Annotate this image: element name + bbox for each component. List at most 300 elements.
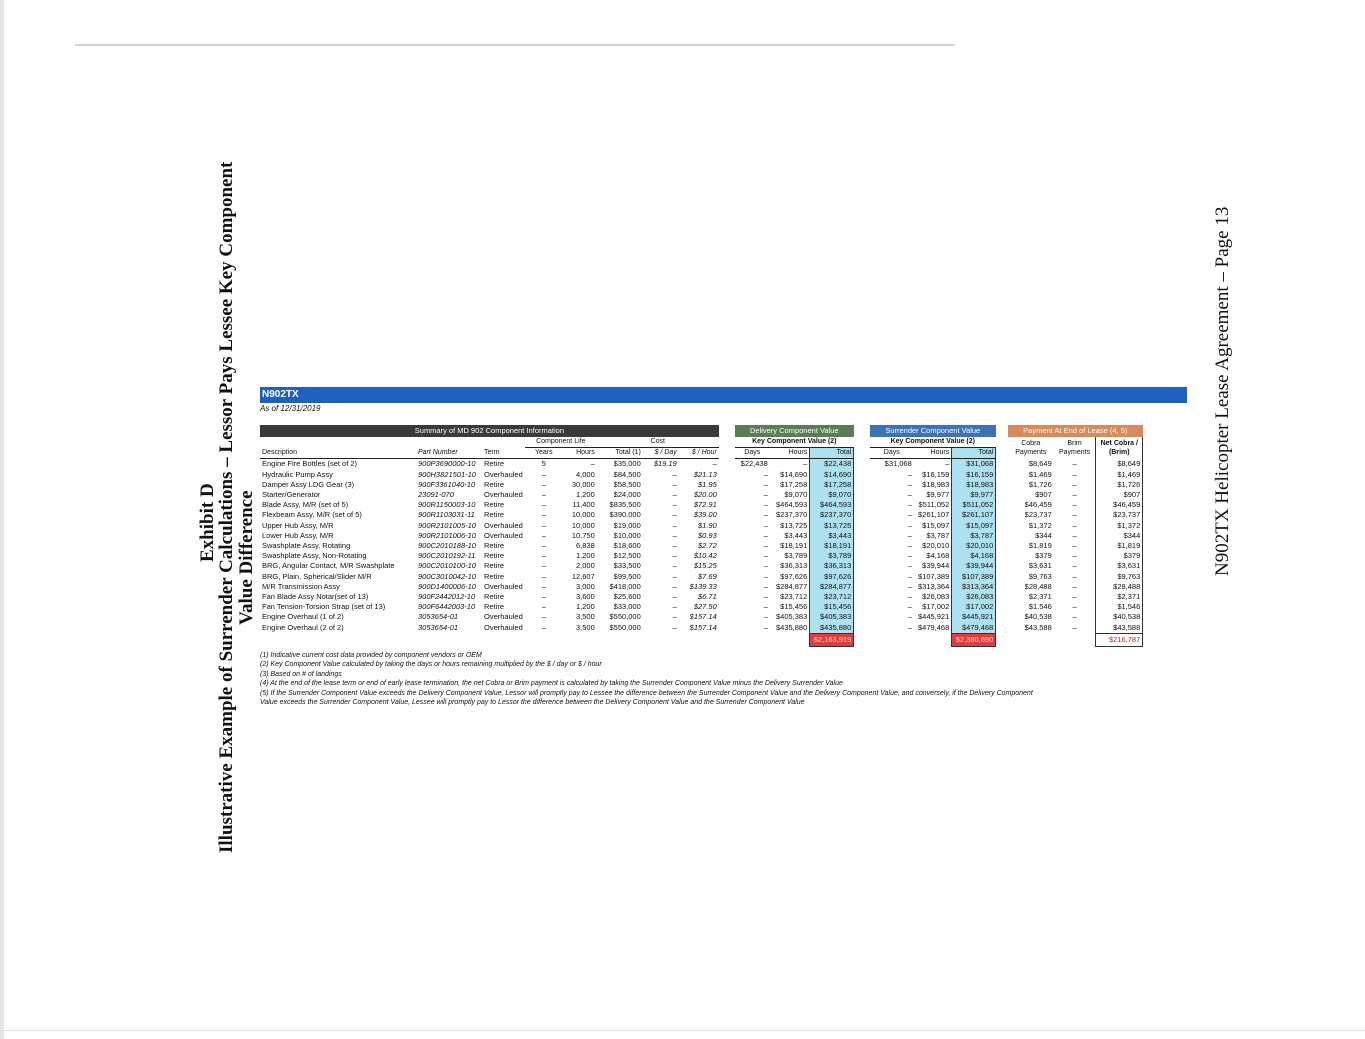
component-table xyxy=(260,425,1143,647)
row-delivery-total: $3,789 xyxy=(810,551,854,561)
row-cobra: $379 xyxy=(1035,551,1052,561)
row-delivery-hours: $284,877 xyxy=(775,581,808,591)
row-per-hour: $10.42 xyxy=(693,551,717,561)
row-delivery-hours: $97,626 xyxy=(780,571,808,581)
row-description: Upper Hub Assy, M/R xyxy=(262,520,334,530)
row-delivery-hours: $435,880 xyxy=(775,622,808,632)
row-hours: 10,750 xyxy=(571,530,595,540)
row-per-hour: $15.25 xyxy=(693,561,717,571)
row-brim: – xyxy=(1072,602,1077,612)
table-body xyxy=(260,459,1143,633)
row-delivery-total: $18,191 xyxy=(810,541,854,551)
row-net: $43,588 xyxy=(1096,623,1143,634)
row-total-cost: $10,000 xyxy=(613,530,641,540)
header-delivery-total: Total xyxy=(810,448,854,459)
row-delivery-total: $435,880 xyxy=(810,623,854,634)
row-total-cost: $99,500 xyxy=(613,571,641,581)
row-delivery-hours: $18,191 xyxy=(780,541,808,551)
row-per-day: – xyxy=(672,500,677,510)
row-term: Retire xyxy=(484,561,505,571)
table-row xyxy=(260,561,1143,571)
row-per-hour: $157.14 xyxy=(689,612,717,622)
row-surrender-total: $26,083 xyxy=(952,592,996,602)
row-net: $2,371 xyxy=(1096,592,1143,602)
row-per-hour: $6.71 xyxy=(698,592,717,602)
header-per-hour: $ / Hour xyxy=(679,448,719,459)
row-brim: – xyxy=(1072,520,1077,530)
row-cobra: $9,763 xyxy=(1028,571,1052,581)
row-hours: 1,200 xyxy=(576,551,595,561)
row-delivery-hours: $3,443 xyxy=(784,530,808,540)
row-net: $1,819 xyxy=(1096,541,1143,551)
spreadsheet xyxy=(260,384,1187,708)
header-years: Years xyxy=(525,448,563,459)
row-term: Overhauled xyxy=(484,490,523,500)
row-description: M/R Transmission Assy xyxy=(262,581,340,591)
row-description: Damper Assy LDG Gear (3) xyxy=(262,479,355,489)
row-hours: 3,500 xyxy=(576,622,595,632)
row-part-number: 900C2010188-10 xyxy=(418,541,476,551)
row-total-cost: $835,500 xyxy=(609,500,641,510)
row-surrender-days: – xyxy=(907,581,912,591)
row-surrender-hours: $261,107 xyxy=(917,510,950,520)
row-per-day: – xyxy=(672,479,677,489)
row-hours: 3,500 xyxy=(576,612,595,622)
row-delivery-days: – xyxy=(763,479,768,489)
row-years: – xyxy=(541,530,546,540)
header-term: Term xyxy=(482,448,525,459)
row-net: $1,469 xyxy=(1096,470,1143,480)
row-cobra: $1,819 xyxy=(1028,541,1052,551)
row-surrender-hours: $3,787 xyxy=(926,530,950,540)
row-surrender-total: $313,364 xyxy=(952,582,996,592)
row-cobra: $344 xyxy=(1035,530,1052,540)
row-per-day: – xyxy=(672,520,677,530)
delivery-sum: $2,163,919 xyxy=(810,633,854,646)
row-years: – xyxy=(541,592,546,602)
header-delivery-hours: Hours xyxy=(770,448,810,459)
row-delivery-days: – xyxy=(763,490,768,500)
row-surrender-days: – xyxy=(907,622,912,632)
row-years: – xyxy=(541,561,546,571)
row-part-number: 900F6442003-10 xyxy=(418,602,476,612)
row-surrender-hours: $4,168 xyxy=(926,551,950,561)
row-surrender-hours: $313,364 xyxy=(917,581,950,591)
row-surrender-total: $31,068 xyxy=(952,459,996,470)
footnote: (2) Key Component Value calculated by taking the days or hours remaining multiplied by the $ / day or $ / hour xyxy=(260,661,602,669)
row-per-hour: $0.93 xyxy=(698,530,717,540)
header-delivery-days: Days xyxy=(735,448,770,459)
row-total-cost: $33,500 xyxy=(613,561,641,571)
row-per-day: – xyxy=(672,510,677,520)
row-brim: – xyxy=(1072,581,1077,591)
row-term: Overhauled xyxy=(484,581,523,591)
row-surrender-total: $107,389 xyxy=(952,572,996,582)
row-total-cost: $25,600 xyxy=(613,592,641,602)
row-delivery-hours: $237,370 xyxy=(775,510,808,520)
row-surrender-days: – xyxy=(907,490,912,500)
row-surrender-hours: – xyxy=(945,459,950,469)
row-brim: – xyxy=(1072,541,1077,551)
row-years: – xyxy=(541,612,546,622)
row-delivery-hours: $14,690 xyxy=(780,469,808,479)
row-per-hour: $39.00 xyxy=(693,510,717,520)
row-surrender-hours: $26,083 xyxy=(922,592,950,602)
header-brim-payments: Brim Payments xyxy=(1058,439,1091,456)
row-cobra: $23,737 xyxy=(1024,510,1052,520)
row-surrender-hours: $445,921 xyxy=(917,612,950,622)
row-net: $40,538 xyxy=(1096,612,1143,622)
row-description: Blade Assy, M/R (set of 5) xyxy=(262,500,349,510)
row-per-day: – xyxy=(672,592,677,602)
header-cobra-payments: Cobra Payments xyxy=(1015,439,1047,456)
row-surrender-hours: $20,010 xyxy=(922,541,950,551)
row-term: Overhauled xyxy=(484,520,523,530)
row-brim: – xyxy=(1072,571,1077,581)
row-term: Overhauled xyxy=(484,469,523,479)
row-surrender-total: $16,159 xyxy=(952,470,996,480)
row-surrender-total: $511,052 xyxy=(952,500,996,510)
row-surrender-days: – xyxy=(907,520,912,530)
row-delivery-days: – xyxy=(763,602,768,612)
row-brim: – xyxy=(1072,561,1077,571)
row-description: Hydraulic Pump Assy xyxy=(262,469,333,479)
row-hours: 2,000 xyxy=(576,561,595,571)
row-total-cost: $84,500 xyxy=(613,469,641,479)
row-part-number: 900R1150003-10 xyxy=(418,500,476,510)
subheader-surrender-key: Key Component Value (2) xyxy=(870,437,996,448)
row-years: – xyxy=(541,551,546,561)
row-net: $9,763 xyxy=(1096,572,1143,582)
row-surrender-total: $479,468 xyxy=(952,623,996,634)
row-years: – xyxy=(541,479,546,489)
row-delivery-total: $17,258 xyxy=(810,480,854,490)
row-delivery-total: $36,313 xyxy=(810,561,854,571)
subheader-cost: Cost xyxy=(597,437,719,448)
row-part-number: 3053654-01 xyxy=(418,612,459,622)
row-hours: 10,000 xyxy=(571,510,595,520)
row-description: BRG, Plain, Spherical/Slider M/R xyxy=(262,571,372,581)
footnote: (1) Indicative current cost data provided by component vendors or OEM xyxy=(260,651,482,659)
row-description: Flexbeam Assy, M/R (set of 5) xyxy=(262,510,362,520)
row-surrender-days: $31,068 xyxy=(884,459,912,469)
row-surrender-total: $3,787 xyxy=(952,531,996,541)
band-payment: Payment At End of Lease (4, 5) xyxy=(1008,425,1143,437)
row-hours: 12,607 xyxy=(571,571,595,581)
row-delivery-total: $15,456 xyxy=(810,602,854,612)
header-total1: Total (1) xyxy=(597,448,643,459)
table-row xyxy=(260,623,1143,634)
row-hours: 30,000 xyxy=(571,479,595,489)
row-years: – xyxy=(541,622,546,632)
row-description: Fan Blade Assy Notar(set of 13) xyxy=(262,592,369,602)
row-net: $1,546 xyxy=(1096,602,1143,612)
row-delivery-total: $9,070 xyxy=(810,490,854,500)
row-per-hour: $21.13 xyxy=(693,469,717,479)
row-surrender-total: $445,921 xyxy=(952,612,996,622)
row-net: $1,372 xyxy=(1096,521,1143,531)
row-delivery-hours: $15,456 xyxy=(780,602,808,612)
row-delivery-total: $13,725 xyxy=(810,521,854,531)
row-delivery-hours: $9,070 xyxy=(784,490,808,500)
row-delivery-days: – xyxy=(763,592,768,602)
row-years: – xyxy=(541,500,546,510)
row-term: Overhauled xyxy=(484,622,523,632)
row-delivery-total: $23,712 xyxy=(810,592,854,602)
row-cobra: $2,371 xyxy=(1028,592,1052,602)
row-term: Retire xyxy=(484,510,505,520)
row-cobra: $28,488 xyxy=(1024,581,1052,591)
row-per-day: – xyxy=(672,530,677,540)
row-delivery-days: – xyxy=(763,571,768,581)
row-brim: – xyxy=(1072,551,1077,561)
row-description: Swashplate Assy, Rotating xyxy=(262,541,351,551)
row-hours: 10,000 xyxy=(571,520,595,530)
row-per-day: – xyxy=(672,490,677,500)
row-brim: – xyxy=(1072,459,1077,469)
aircraft-banner: N902TX xyxy=(260,387,1187,403)
row-surrender-total: $18,983 xyxy=(952,480,996,490)
row-part-number: 900R1103031-11 xyxy=(418,510,475,520)
row-hours: 6,838 xyxy=(576,541,595,551)
row-delivery-hours: $464,593 xyxy=(775,500,808,510)
row-per-hour: – xyxy=(712,459,717,469)
row-surrender-days: – xyxy=(907,541,912,551)
subheader-delivery-key: Key Component Value (2) xyxy=(735,437,854,448)
table-row xyxy=(260,592,1143,602)
row-surrender-hours: $15,097 xyxy=(922,520,950,530)
row-per-day: – xyxy=(672,571,677,581)
row-years: – xyxy=(541,571,546,581)
row-description: Fan Tension-Torsion Strap (set of 13) xyxy=(262,602,386,612)
row-surrender-hours: $479,468 xyxy=(917,622,950,632)
row-description: Swashplate Assy, Non-Rotating xyxy=(262,551,367,561)
row-surrender-hours: $17,002 xyxy=(922,602,950,612)
row-description: BRG, Angular Contact, M/R Swashplate xyxy=(262,561,395,571)
table-row xyxy=(260,490,1143,500)
row-years: – xyxy=(541,602,546,612)
row-delivery-hours: $13,725 xyxy=(780,520,808,530)
row-cobra: $8,649 xyxy=(1028,459,1052,469)
row-total-cost: $12,500 xyxy=(613,551,641,561)
row-per-day: – xyxy=(672,469,677,479)
row-per-day: – xyxy=(672,612,677,622)
row-cobra: $1,372 xyxy=(1028,520,1052,530)
row-part-number: 900F2442012-10 xyxy=(418,592,476,602)
row-surrender-hours: $511,052 xyxy=(918,500,950,510)
row-surrender-days: – xyxy=(907,561,912,571)
scan-edge xyxy=(0,0,4,1039)
row-delivery-hours: $23,712 xyxy=(780,592,808,602)
row-delivery-hours: $17,258 xyxy=(780,479,808,489)
row-surrender-days: – xyxy=(907,612,912,622)
row-part-number: 900P3690000-10 xyxy=(418,459,476,469)
row-per-hour: $2.72 xyxy=(698,541,717,551)
row-term: Overhauled xyxy=(484,612,523,622)
row-part-number: 23091-070 xyxy=(418,490,454,500)
row-delivery-total: $405,383 xyxy=(810,612,854,622)
row-description: Engine Fire Bottles (set of 2) xyxy=(262,459,358,469)
row-delivery-days: – xyxy=(763,622,768,632)
row-surrender-days: – xyxy=(907,469,912,479)
row-per-hour: $1.95 xyxy=(698,479,717,489)
row-term: Retire xyxy=(484,541,505,551)
row-part-number: 3053654-01 xyxy=(418,622,459,632)
row-cobra: $46,459 xyxy=(1024,500,1052,510)
band-summary: Summary of MD 902 Component Information xyxy=(260,425,719,437)
footnote: (4) At the end of the lease term or end of early lease termination, the net Cobra or Brim payment is calculated by taking the Surrender Component Value minus the Delivery Surrender Value xyxy=(260,680,843,688)
table-row xyxy=(260,500,1143,510)
row-term: Overhauled xyxy=(484,530,523,540)
row-total-cost: $35,000 xyxy=(613,459,641,469)
row-delivery-days: – xyxy=(763,561,768,571)
table-row xyxy=(260,480,1143,490)
row-hours: 4,000 xyxy=(576,469,595,479)
row-delivery-days: – xyxy=(763,469,768,479)
row-hours: 1,200 xyxy=(576,490,595,500)
row-net: $8,649 xyxy=(1096,459,1143,470)
row-total-cost: $18,600 xyxy=(613,541,641,551)
table-row xyxy=(260,541,1143,551)
row-total-cost: $19,000 xyxy=(613,520,641,530)
footnote: (5) If the Surrender Component Value exceeds the Delivery Component Value, Lessor will promptly pay to Lessee the difference between the Surrender Component Value and the Delivery Component Value, and conversely, if the Delivery Component xyxy=(260,689,1033,697)
row-delivery-days: – xyxy=(763,500,768,510)
row-net: $23,737 xyxy=(1096,510,1143,520)
row-part-number: 900R2101006-10 xyxy=(418,530,476,540)
table-row xyxy=(260,510,1143,520)
row-part-number: 900R2101005-10 xyxy=(418,520,476,530)
row-brim: – xyxy=(1072,500,1077,510)
row-hours: 11,400 xyxy=(572,500,595,510)
row-cobra: $907 xyxy=(1035,490,1052,500)
row-term: Retire xyxy=(484,602,505,612)
row-total-cost: $418,000 xyxy=(609,581,641,591)
row-delivery-hours: – xyxy=(803,459,808,469)
header-description: Description xyxy=(260,448,416,459)
row-per-hour: $157.14 xyxy=(689,622,717,632)
row-total-cost: $33,000 xyxy=(613,602,641,612)
row-part-number: 900H3821501-10 xyxy=(418,469,476,479)
row-cobra: $1,726 xyxy=(1028,479,1052,489)
row-net: $344 xyxy=(1096,531,1143,541)
row-per-hour: $7.69 xyxy=(698,571,717,581)
row-surrender-hours: $9,977 xyxy=(926,490,950,500)
row-surrender-days: – xyxy=(907,602,912,612)
row-surrender-days: – xyxy=(907,592,912,602)
row-net: $28,488 xyxy=(1096,582,1143,592)
row-per-day: – xyxy=(672,622,677,632)
row-brim: – xyxy=(1072,479,1077,489)
row-delivery-days: – xyxy=(763,510,768,520)
row-surrender-days: – xyxy=(907,551,912,561)
exhibit-subtitle-line2: Value Difference xyxy=(236,490,257,625)
row-net: $1,726 xyxy=(1096,480,1143,490)
row-years: – xyxy=(541,581,546,591)
row-per-hour: $27.50 xyxy=(693,602,717,612)
row-delivery-total: $464,593 xyxy=(810,500,854,510)
row-per-day: – xyxy=(672,551,677,561)
footnote: Value exceeds the Surrender Component Value, Lessee will promptly pay to Lessor the difference between the Delivery Component Value and the Surrender Component Value xyxy=(260,699,805,707)
row-total-cost: $24,000 xyxy=(613,490,641,500)
row-part-number: 900C2010192-11 xyxy=(418,551,476,561)
surrender-sum: $2,380,690 xyxy=(952,633,996,646)
row-hours: 3,000 xyxy=(576,581,595,591)
row-delivery-hours: $36,313 xyxy=(780,561,808,571)
row-surrender-days: – xyxy=(907,479,912,489)
row-brim: – xyxy=(1072,530,1077,540)
as-of-date: As of 12/31/2019 xyxy=(260,404,321,413)
row-per-hour: $20.00 xyxy=(693,490,717,500)
row-total-cost: $58,500 xyxy=(613,479,641,489)
row-per-day: – xyxy=(672,541,677,551)
row-surrender-hours: $16,159 xyxy=(922,469,950,479)
row-net: $46,459 xyxy=(1096,500,1143,510)
row-delivery-total: $22,438 xyxy=(810,459,854,470)
row-years: 5 xyxy=(541,459,546,469)
band-delivery: Delivery Component Value xyxy=(735,425,854,437)
band-surrender: Surrender Component Value xyxy=(870,425,996,437)
header-part-number: Part Number xyxy=(416,448,482,459)
exhibit-subtitle-line1: Illustrative Example of Surrender Calculations – Lessor Pays Lessee Key Component xyxy=(216,161,237,853)
exhibit-title: Exhibit D xyxy=(197,483,218,562)
header-hours: Hours xyxy=(563,448,597,459)
row-brim: – xyxy=(1072,622,1077,632)
page-label: N902TX Helicopter Lease Agreement – Page 13 xyxy=(1212,206,1233,576)
header-per-day: $ / Day xyxy=(643,448,679,459)
row-per-hour: $72.91 xyxy=(693,500,717,510)
row-surrender-total: $261,107 xyxy=(952,510,996,520)
row-surrender-hours: $107,389 xyxy=(917,571,950,581)
footnote: (3) Based on # of landings xyxy=(260,670,342,678)
row-cobra: $1,469 xyxy=(1028,469,1052,479)
row-surrender-hours: $18,983 xyxy=(922,479,950,489)
row-term: Retire xyxy=(484,571,505,581)
table-row xyxy=(260,531,1143,541)
row-hours: 3,600 xyxy=(576,592,595,602)
row-brim: – xyxy=(1072,510,1077,520)
row-per-hour: $1.90 xyxy=(698,520,717,530)
row-delivery-days: – xyxy=(763,520,768,530)
row-delivery-total: $97,626 xyxy=(810,572,854,582)
row-description: Lower Hub Assy, M/R xyxy=(262,530,334,540)
row-delivery-days: – xyxy=(763,551,768,561)
scan-bottom-rule xyxy=(0,1030,1365,1031)
row-delivery-days: – xyxy=(763,581,768,591)
row-brim: – xyxy=(1072,592,1077,602)
row-delivery-total: $284,877 xyxy=(810,582,854,592)
table-row xyxy=(260,572,1143,582)
row-hours: – xyxy=(590,459,595,469)
row-description: Starter/Generator xyxy=(262,490,321,500)
row-years: – xyxy=(541,490,546,500)
table-row xyxy=(260,521,1143,531)
row-years: – xyxy=(541,541,546,551)
row-surrender-total: $17,002 xyxy=(952,602,996,612)
row-delivery-hours: $3,789 xyxy=(784,551,808,561)
header-surrender-days: Days xyxy=(870,448,914,459)
row-cobra: $1,546 xyxy=(1028,602,1052,612)
row-surrender-hours: $39,944 xyxy=(922,561,950,571)
row-surrender-total: $4,168 xyxy=(952,551,996,561)
row-total-cost: $550,000 xyxy=(609,622,641,632)
row-description: Engine Overhaul (1 of 2) xyxy=(262,612,344,622)
row-per-day: – xyxy=(672,602,677,612)
row-part-number: 900D1400006-10 xyxy=(418,581,476,591)
table-row xyxy=(260,602,1143,612)
row-cobra: $43,588 xyxy=(1024,622,1052,632)
row-part-number: 900C3010042-10 xyxy=(418,571,476,581)
row-per-day: – xyxy=(672,581,677,591)
